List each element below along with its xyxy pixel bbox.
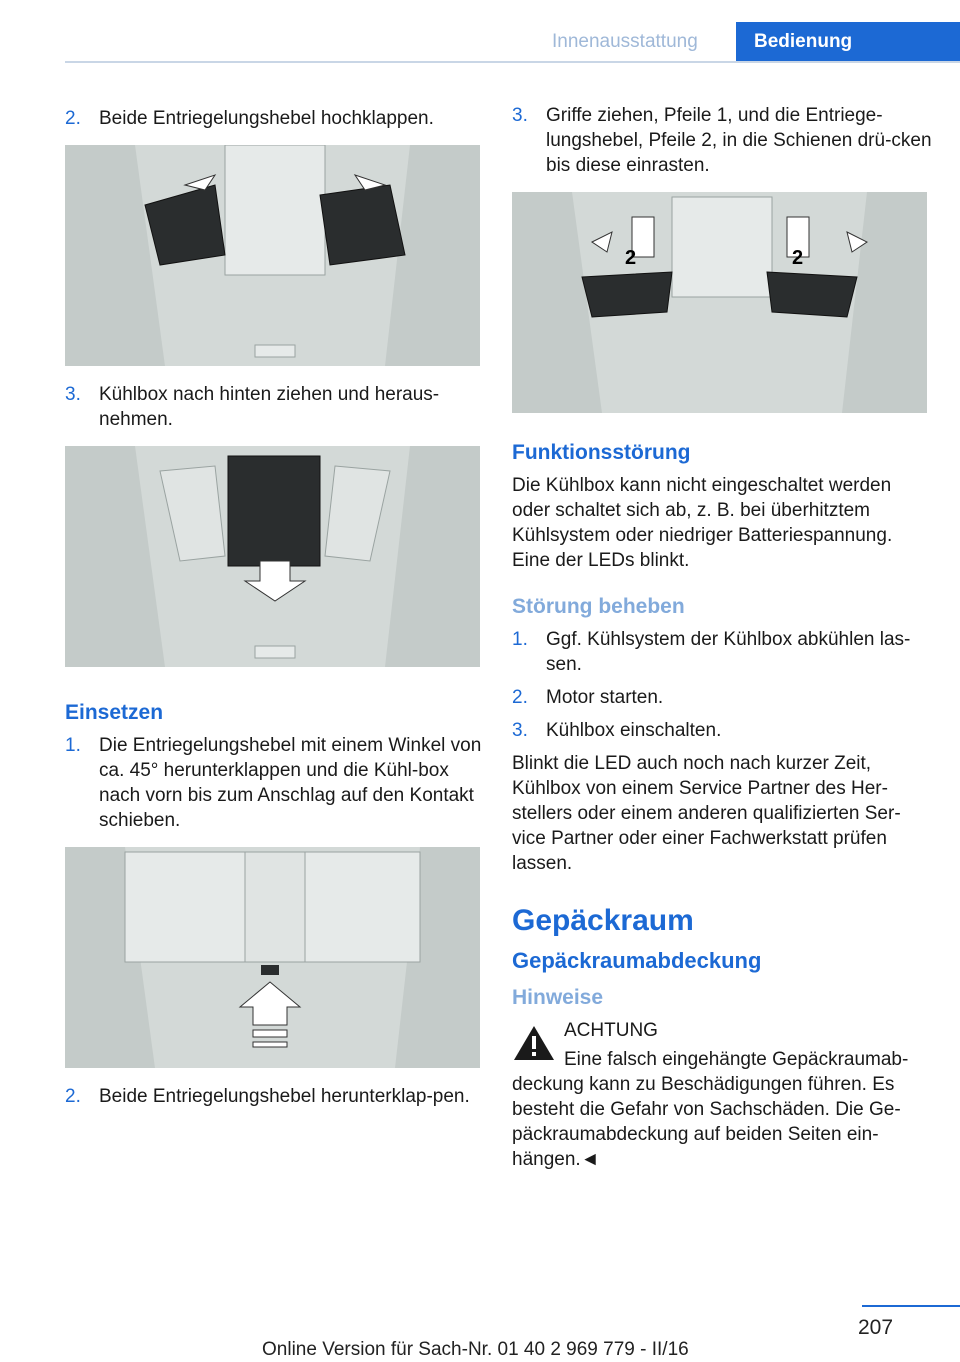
fix-step-item (512, 627, 932, 677)
warning-box (512, 1018, 932, 1172)
malfunction-heading: Funktionsstörung (512, 441, 691, 464)
figure-levers-up (65, 145, 480, 366)
footer-rule (862, 1305, 960, 1307)
step-text: Ggf. Kühlsystem der Kühlbox abkühlen las-sen. (546, 629, 911, 675)
fix-heading: Störung beheben (512, 595, 685, 618)
fix-step-item (512, 718, 932, 743)
step-item (65, 106, 485, 131)
malfunction-text: Die Kühlbox kann nicht eingeschaltet werden oder schaltet sich ab, z. B. bei überhitztem Kühlsystem oder niedriger Batteriespannung. Eine der LEDs blinkt. (512, 475, 893, 571)
step-number: 3. (512, 105, 528, 126)
step-number: 1. (512, 629, 528, 650)
notes-heading: Hinweise (512, 986, 604, 1009)
step-text: Kühlbox einschalten. (546, 720, 722, 741)
step-text: Beide Entriegelungshebel herunterklap-pen. (99, 1086, 470, 1107)
left-column (65, 106, 485, 1123)
step-text: Beide Entriegelungshebel hochklappen. (99, 108, 434, 129)
figure-insert (65, 847, 480, 1068)
step-text: Kühlbox nach hinten ziehen und heraus-nehmen. (99, 384, 440, 430)
step-number: 3. (65, 384, 81, 405)
page-number: 207 (858, 1316, 894, 1339)
chapter-heading: Gepäckraum (512, 904, 694, 937)
figure-label-right: 2 (792, 247, 804, 269)
fix-note: Blinkt die LED auch noch nach kurzer Zeit, Kühlbox von einem Service Partner des Her-stellers oder einem anderen qualifizierten Ser-vice Partner oder einer Fachwerkstatt prüfen lassen. (512, 753, 901, 874)
header-active-tab (736, 22, 960, 63)
step-item (65, 1084, 485, 1109)
step-number: 2. (65, 108, 81, 129)
footer-text: Online Version für Sach-Nr. 01 40 2 969 779 - II/16 (262, 1339, 689, 1360)
step-number: 3. (512, 720, 528, 741)
figure-pull-out (65, 446, 480, 667)
step-number: 2. (65, 1086, 81, 1107)
step-text: Griffe ziehen, Pfeile 1, und die Entriege-lungshebel, Pfeile 2, in die Schienen drü-cken bis diese einrasten. (546, 105, 932, 176)
figure-press-in (512, 192, 927, 413)
step-item (512, 103, 932, 178)
fix-step-item (512, 685, 932, 710)
right-column (512, 103, 932, 1172)
header-active-tab-label: Bedienung (754, 31, 853, 52)
header-section-label: Innenausstattung (552, 31, 698, 52)
step-number: 2. (512, 687, 528, 708)
section-heading: Gepäckraumabdeckung (512, 948, 762, 973)
insert-heading: Einsetzen (65, 701, 164, 724)
step-item (65, 733, 485, 833)
step-item (65, 382, 485, 432)
step-text: Motor starten. (546, 687, 664, 708)
warning-icon (512, 1024, 556, 1062)
figure-label-left: 2 (625, 247, 637, 269)
header-rule (65, 61, 960, 63)
step-number: 1. (65, 735, 81, 756)
warning-text: Eine falsch eingehängte Gepäckraumab-deckung kann zu Beschädigungen führen. Es besteht die Gefahr von Sachschäden. Die Ge-päckraumabdeckung auf beiden Seiten ein-hängen.◄ (512, 1049, 909, 1170)
warning-label: ACHTUNG (564, 1020, 658, 1041)
step-text: Die Entriegelungshebel mit einem Winkel von ca. 45° herunterklappen und die Kühl-box nach vorn bis zum Anschlag auf den Kontakt schieben. (99, 735, 482, 831)
